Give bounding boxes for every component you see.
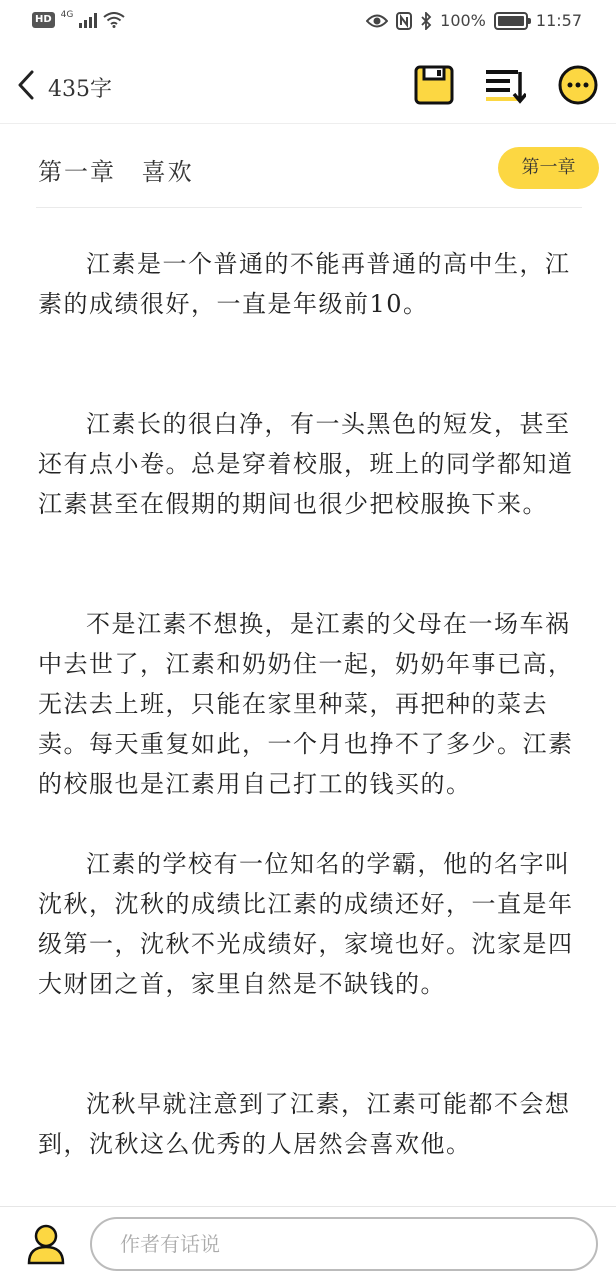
nfc-icon (396, 12, 412, 30)
author-note-input[interactable] (90, 1217, 598, 1271)
battery-icon (494, 12, 528, 30)
paragraph: 江素的学校有一位知名的学霸，他的名字叫沈秋，沈秋的成绩比江素的成绩还好，一直是年级第一，沈秋不光成绩好，家境也好。沈家是四大财团之首，家里自然是不缺钱的。 (38, 850, 574, 998)
status-left (32, 12, 125, 28)
chapter-title: 第一章 喜欢 (38, 158, 194, 186)
author-avatar-icon[interactable] (26, 1223, 66, 1265)
save-icon[interactable] (413, 64, 455, 106)
editor-header (0, 46, 616, 124)
paragraph: 江素长的很白净，有一头黑色的短发，甚至还有点小卷。总是穿着校服，班上的同学都知道江素甚至在假期的期间也很少把校服换下来。 (38, 410, 574, 518)
battery-percent: 100% (440, 11, 486, 30)
eye-icon (366, 14, 388, 28)
chapter-select-button[interactable]: 第一章 (498, 147, 599, 189)
divider (36, 207, 582, 208)
clock: 11:57 (535, 11, 582, 30)
paragraph: 沈秋早就注意到了江素，江素可能都不会想到，沈秋这么优秀的人居然会喜欢他。 (38, 1090, 571, 1158)
hd-badge: HD (32, 12, 55, 28)
paragraph: 江素是一个普通的不能再普通的高中生，江素的成绩很好，一直是年级前10。 (38, 250, 571, 318)
signal-icon (79, 12, 97, 28)
back-icon[interactable] (12, 66, 42, 104)
bottom-bar (0, 1206, 616, 1280)
bluetooth-icon (420, 12, 432, 30)
status-right (366, 11, 582, 30)
network-label: 4G (60, 10, 74, 20)
word-count: 435字 (48, 77, 112, 102)
more-icon[interactable] (557, 64, 599, 106)
chapter-content[interactable] (38, 244, 584, 1164)
status-bar (0, 0, 616, 46)
wifi-icon (103, 12, 125, 28)
sort-icon[interactable] (484, 64, 526, 106)
paragraph: 不是江素不想换，是江素的父母在一场车祸中去世了，江素和奶奶住一起，奶奶年事已高，无法去上班，只能在家里种菜，再把种的菜去卖。每天重复如此，一个月也挣不了多少。江素的校服也是江素用自己打工的钱买的。 (38, 610, 574, 798)
